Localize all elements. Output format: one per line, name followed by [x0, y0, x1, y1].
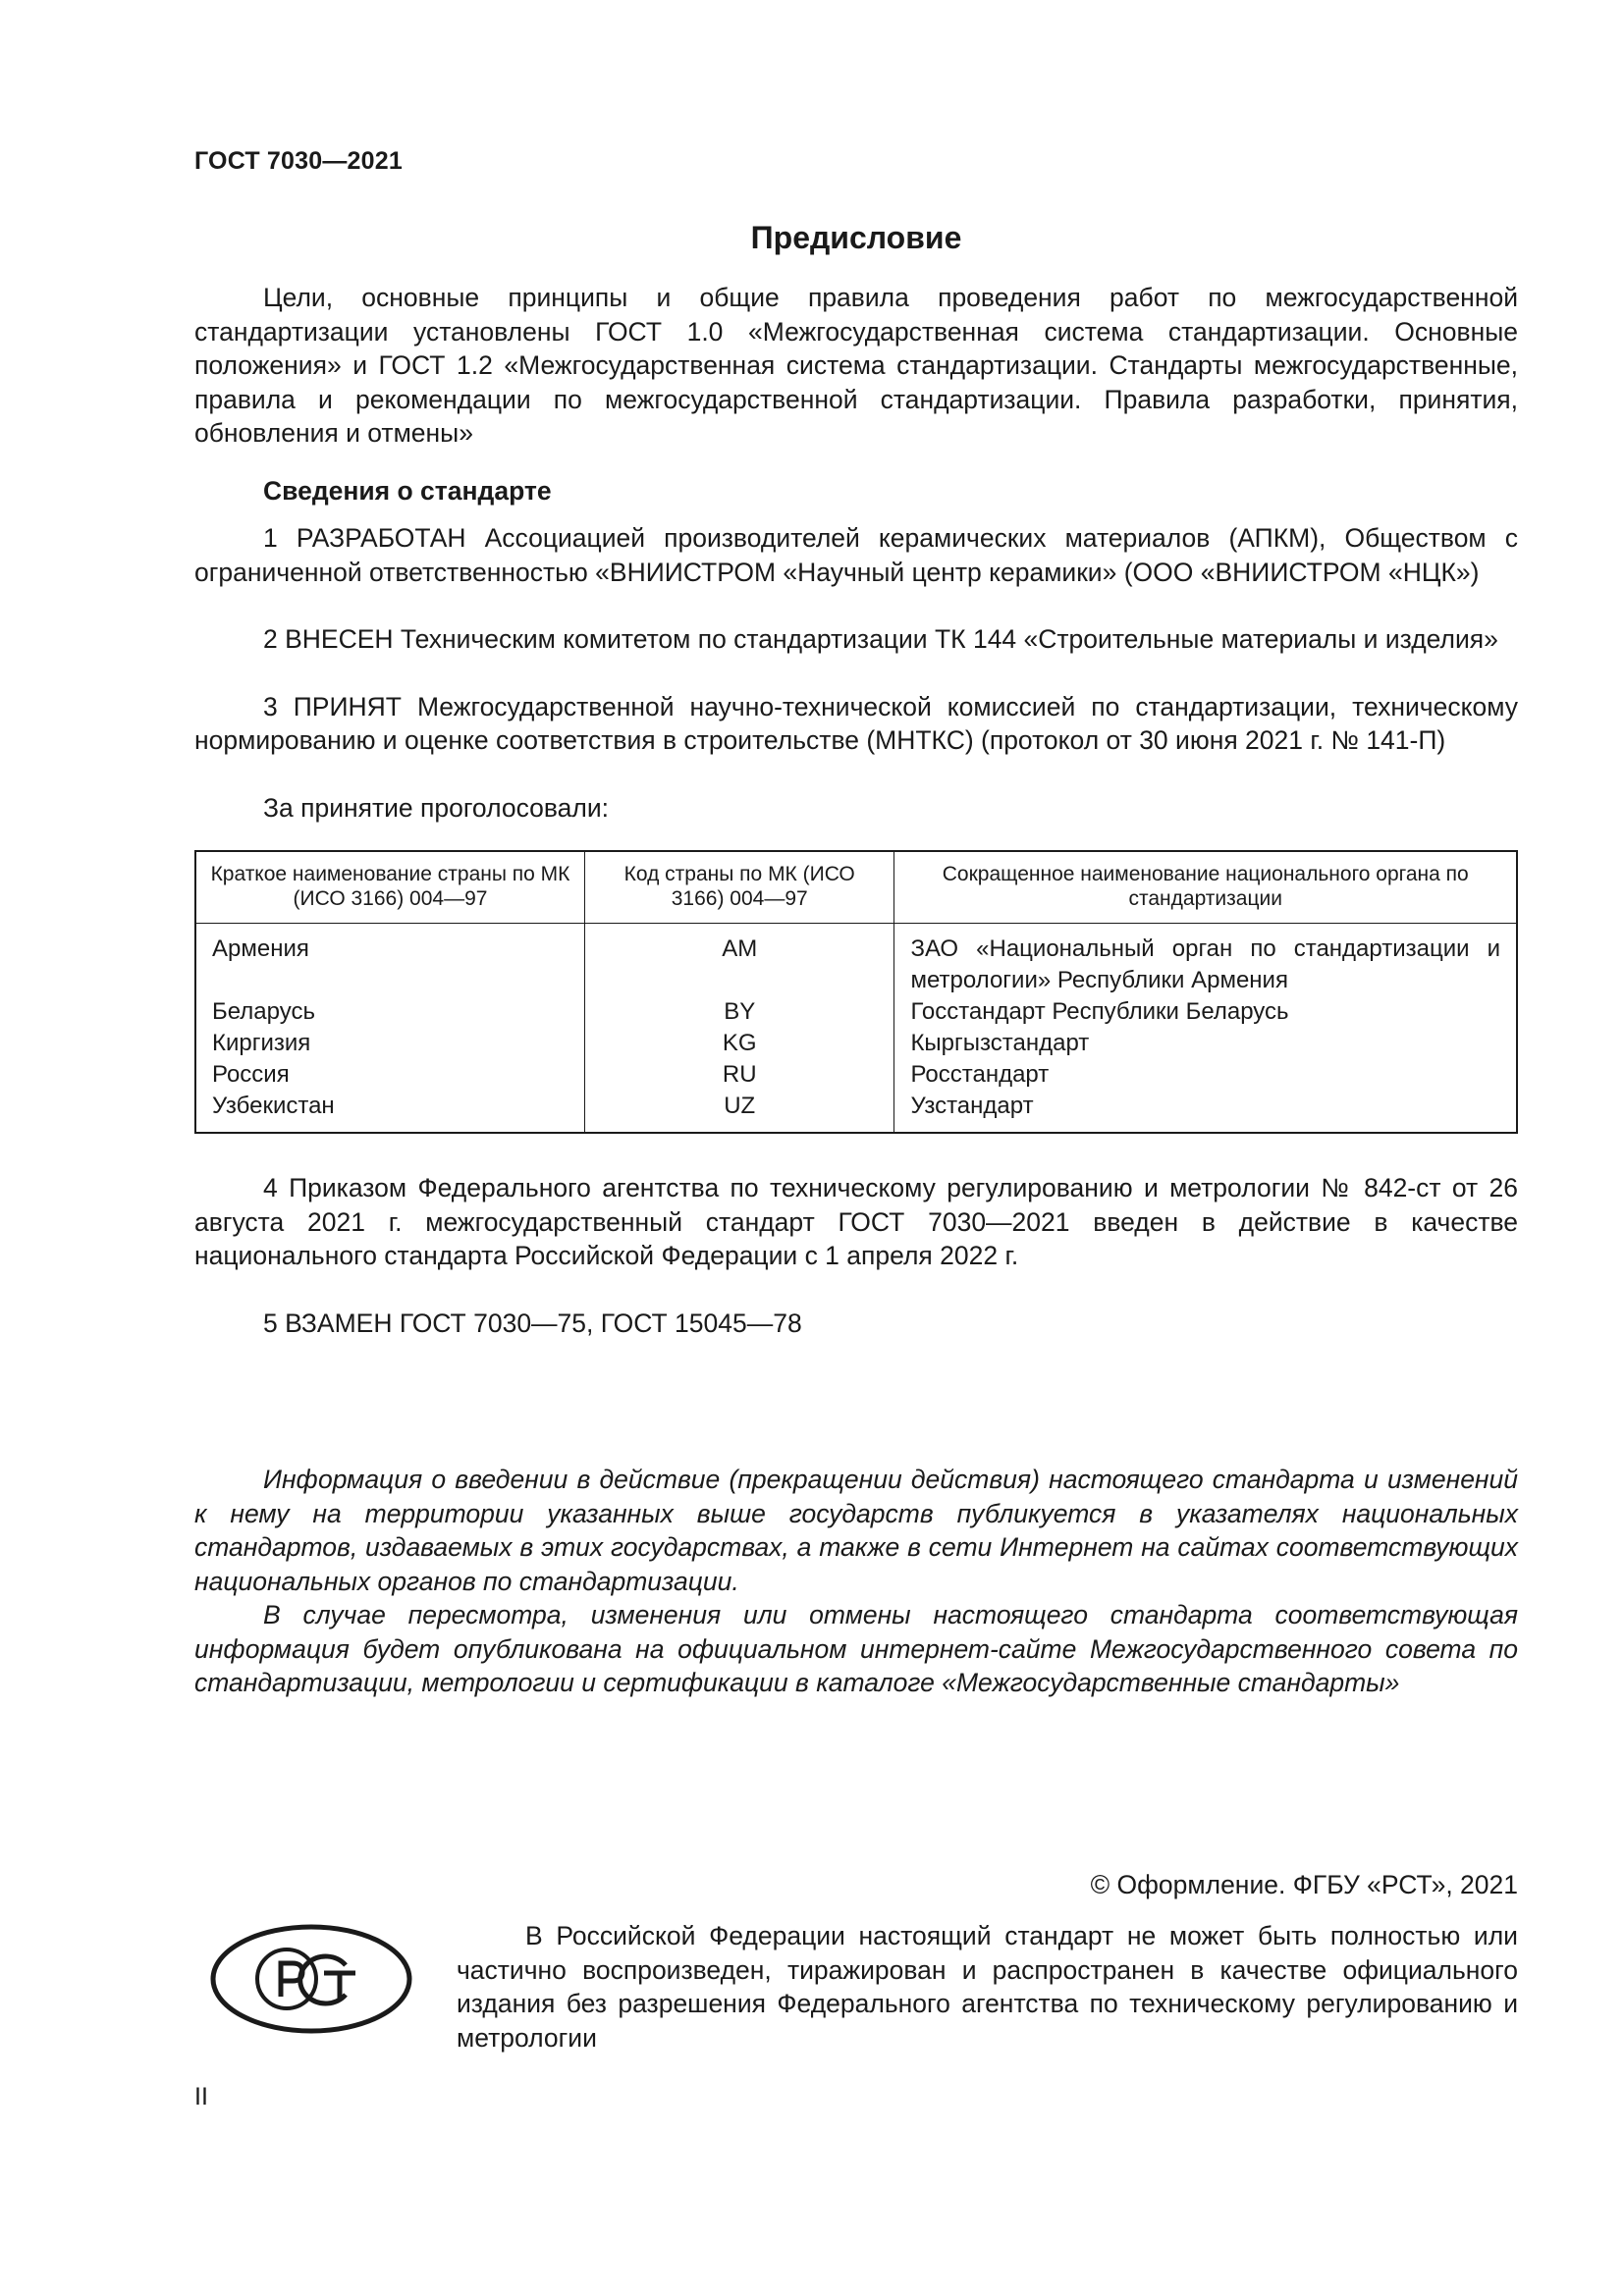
cell-code: AM: [584, 924, 893, 997]
item-4: 4 Приказом Федерального агентства по техническому регулированию и метрологии № 842-ст от 26 августа 2021 г. межгосударственный стандарт ГОСТ 7030—2021 введен в действие в качестве национального стандарта Российской Федерации с 1 апреля 2022 г.: [194, 1173, 1518, 1270]
cell-country: Армения: [195, 924, 584, 997]
cell-org: Узстандарт: [894, 1091, 1517, 1133]
cell-code: BY: [584, 996, 893, 1028]
item-1: 1 РАЗРАБОТАН Ассоциацией производителей керамических материалов (АПКМ), Обществом с ограниченной ответственностью «ВНИИСТРОМ «Научный центр керамики» (ООО «ВНИИСТРОМ «НЦК»): [194, 523, 1518, 587]
info-note-1: Информация о введении в действие (прекращении действия) настоящего стандарта и изменений к нему на территории указанных выше государств публикуется в указателях национальных стандартов, издаваемых в этих государствах, а также в сети Интернет на сайтах соответствующих национальных органов по стандартизации.: [194, 1465, 1518, 1596]
page-title: Предисловие: [750, 220, 962, 255]
cell-org: Росстандарт: [894, 1059, 1517, 1091]
info-heading: Сведения о стандарте: [263, 475, 552, 506]
table-row: [195, 996, 1517, 1028]
cell-country: Беларусь: [195, 996, 584, 1028]
table-row: [195, 1091, 1517, 1133]
info-note-2: В случае пересмотра, изменения или отмены настоящего стандарта соответствующая информация будет опубликована на официальном интернет-сайте Межгосударственного совета по стандартизации, метрологии и сертификации в каталоге «Межгосударственные стандарты»: [194, 1600, 1518, 1697]
header-country: Краткое наименование страны по МК (ИСО 3166) 004—97: [195, 851, 584, 924]
cell-org: Госстандарт Республики Беларусь: [894, 996, 1517, 1028]
table-row: [195, 1059, 1517, 1091]
item-5: 5 ВЗАМЕН ГОСТ 7030—75, ГОСТ 15045—78: [263, 1308, 802, 1338]
copyright-line: © Оформление. ФГБУ «РСТ», 2021: [1090, 1870, 1518, 1899]
copyright-notice: В Российской Федерации настоящий стандарт не может быть полностью или частично воспроизведен, тиражирован и распространен в качестве официального издания без разрешения Федерального агентства по техническому регулированию и метрологии: [457, 1921, 1518, 2053]
cell-country: Узбекистан: [195, 1091, 584, 1133]
table-row: [195, 1028, 1517, 1059]
voting-table: [194, 850, 1518, 1134]
item-3: 3 ПРИНЯТ Межгосударственной научно-технической комиссией по стандартизации, техническому нормированию и оценке соответствия в строительстве (МНТКС) (протокол от 30 июня 2021 г. № 141-П): [194, 691, 1518, 755]
page-number: II: [194, 2083, 208, 2110]
rst-logo-icon: [210, 1924, 412, 2034]
item-2: 2 ВНЕСЕН Техническим комитетом по стандартизации ТК 144 «Строительные материалы и изделия»: [263, 624, 1498, 654]
document-header: ГОСТ 7030—2021: [194, 147, 403, 175]
cell-country: Киргизия: [195, 1028, 584, 1059]
voted-label: За принятие проголосовали:: [263, 792, 610, 823]
main-content: [194, 218, 1518, 1700]
header-code: Код страны по МК (ИСО 3166) 004—97: [584, 851, 893, 924]
cell-code: KG: [584, 1028, 893, 1059]
cell-org: Кыргызстандарт: [894, 1028, 1517, 1059]
cell-code: UZ: [584, 1091, 893, 1133]
intro-paragraph: Цели, основные принципы и общие правила проведения работ по межгосударственной стандартизации установлены ГОСТ 1.0 «Межгосударственная система стандартизации. Основные положения» и ГОСТ 1.2 «Межгосударственная система стандартизации. Стандарты межгосударственные, правила и рекомендации по межгосударственной стандартизации. Правила разработки, принятия, обновления и отмены»: [194, 283, 1518, 448]
header-org: Сокращенное наименование национального органа по стандартизации: [894, 851, 1517, 924]
cell-country: Россия: [195, 1059, 584, 1091]
cell-code: RU: [584, 1059, 893, 1091]
table-row: [195, 924, 1517, 997]
cell-org: ЗАО «Национальный орган по стандартизации и метрологии» Республики Армения: [894, 924, 1517, 997]
rst-logo: [210, 1924, 412, 2039]
table-header-row: [195, 851, 1517, 924]
